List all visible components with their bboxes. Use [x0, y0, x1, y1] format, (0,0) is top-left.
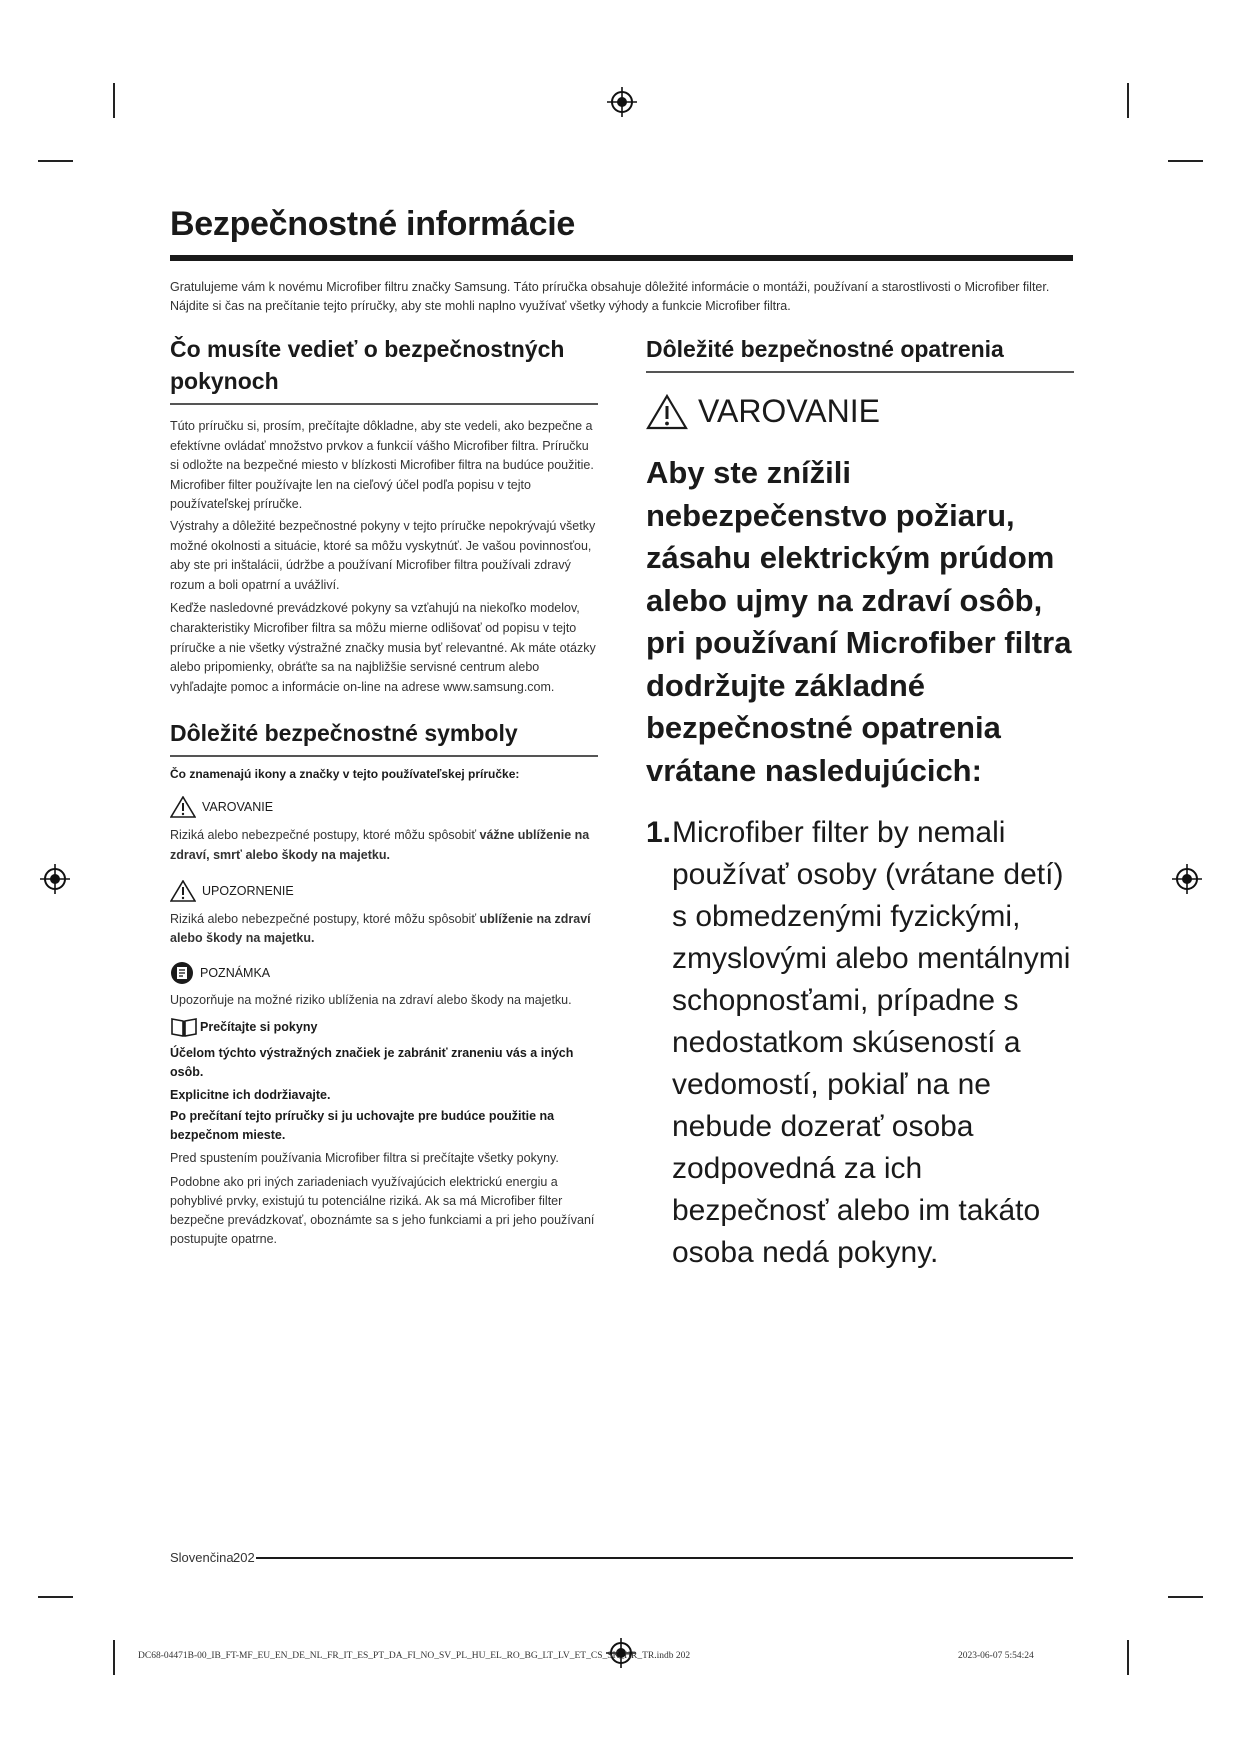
symbol-label: VAROVANIE — [202, 800, 274, 815]
bold-note: Explicitne ich dodržiavajte. — [170, 1088, 331, 1103]
title-divider — [170, 255, 1073, 261]
warning-lead: Aby ste znížili nebezpečenstvo požiaru, zásahu elektrickým prúdom alebo ujmy na zdraví osôb, pri používaní Microfiber filtra dodržujte základné bezpečnostné opatrenia vrátane nasledujúcich: — [646, 455, 1072, 788]
open-book-icon — [170, 1016, 198, 1038]
page-number: 202 — [233, 1550, 255, 1565]
warning-triangle-icon — [646, 394, 688, 430]
symbol-warning — [170, 796, 598, 818]
crop-mark — [113, 1640, 115, 1675]
paragraph: Túto príručku si, prosím, prečítajte dôkladne, aby ste vedeli, ako bezpečne a efektívne ovládať množstvo prvkov a funkcií vášho Microfiber filtra. Príručku si odložte na bezpečné miesto v blízkosti Microfiber filtra na budúce použitie. Microfiber filter používajte len na cieľový účel podľa popisu v tejto používateľskej príručke. — [170, 419, 594, 512]
footer-language: Slovenčina — [170, 1550, 234, 1565]
crop-mark — [1168, 160, 1203, 162]
section-divider — [170, 403, 598, 405]
section-divider — [646, 371, 1074, 373]
note-icon — [170, 961, 194, 985]
section-heading: Dôležité bezpečnostné opatrenia — [646, 336, 1004, 362]
symbol-description: Upozorňuje na možné riziko ublíženia na zdraví alebo škody na majetku. — [170, 992, 572, 1007]
bold-note: Účelom týchto výstražných značiek je zabrániť zraneniu vás a iných osôb. — [170, 1046, 574, 1080]
symbol-label: UPOZORNENIE — [202, 883, 294, 898]
crop-mark — [1168, 1596, 1203, 1598]
left-column — [170, 333, 598, 1249]
crop-mark — [113, 83, 115, 118]
registration-mark-icon — [40, 864, 70, 894]
symbols-subheading: Čo znamenajú ikony a značky v tejto používateľskej príručke: — [170, 767, 520, 782]
description-bold: vážne ublíženie na zdraví, smrť alebo škody na majetku. — [170, 828, 590, 862]
symbol-label: POZNÁMKA — [200, 965, 271, 980]
warning-triangle-icon — [170, 796, 196, 818]
list-item — [646, 812, 1074, 1274]
right-column — [646, 333, 1074, 1274]
section-heading: Dôležité bezpečnostné symboly — [170, 720, 518, 747]
symbol-note — [170, 961, 598, 985]
paragraph: Výstrahy a dôležité bezpečnostné pokyny v tejto príručke nepokrývajú všetky možné okolnosti a situácie, ktoré sa môžu vyskytnúť. Je vašou povinnosťou, aby ste pri inštalácii, údržbe a používaní Microfiber filtra používali zdravý rozum a boli opatrní a uvážliví. — [170, 518, 596, 592]
registration-mark-icon — [607, 87, 637, 117]
list-number: 1. — [646, 816, 672, 849]
description-bold: ublíženie na zdraví alebo škody na majetku. — [170, 911, 591, 946]
crop-mark — [38, 1596, 73, 1598]
paragraph: Keďže nasledovné prevádzkové pokyny sa vzťahujú na niekoľko modelov, charakteristiky Microfiber filtra sa môžu mierne odlišovať od popisu v tejto príručke a nie všetky výstražné značky musia byť relevantné. Ak máte otázky alebo pripomienky, obráťte sa na najbližšie servisné centrum alebo vyhľadajte pomoc a informácie on-line na adrese www.samsung.com. — [170, 601, 596, 694]
print-slug-left: DC68-04471B-00_IB_FT-MF_EU_EN_DE_NL_FR_IT_ES_PT_DA_FI_NO_SV_PL_HU_EL_RO_BG_LT_LV_ET_CS_SK_HR_TR.indb 202 — [138, 1651, 691, 1661]
crop-mark — [38, 160, 73, 162]
symbol-description — [170, 910, 598, 949]
bold-note: Po prečítaní tejto príručky si ju uchovajte pre budúce použitie na bezpečnom mieste. — [170, 1109, 555, 1143]
warning-heading — [646, 393, 1074, 430]
section-divider — [170, 755, 598, 757]
symbol-caution — [170, 880, 598, 902]
list-text: Microfiber filter by nemali používať osoby (vrátane detí) s obmedzenými fyzickými, zmyslovými alebo mentálnymi schopnosťami, prípadne s nedostatkom skúseností a vedomostí, pokiaľ na ne nebude dozerať osoba zodpovedná za ich bezpečnosť alebo im takáto osoba nedá pokyny. — [672, 816, 1071, 1269]
description-text: Riziká alebo nebezpečné postupy, ktoré môžu spôsobiť — [170, 911, 480, 926]
crop-mark — [1127, 1640, 1129, 1675]
caution-triangle-icon — [170, 880, 196, 902]
description-text: Riziká alebo nebezpečné postupy, ktoré môžu spôsobiť — [170, 828, 480, 843]
crop-mark — [1127, 83, 1129, 118]
paragraph: Pred spustením používania Microfiber filtra si prečítajte všetky pokyny. — [170, 1151, 559, 1166]
registration-mark-icon — [1172, 864, 1202, 894]
intro-paragraph: Gratulujeme vám k novému Microfiber filtru značky Samsung. Táto príručka obsahuje dôležité informácie o montáži, používaní a starostlivosti o Microfiber filter. Nájdite si čas na prečítanie tejto príručky, aby ste mohli naplno využívať všetky výhody a funkcie Microfiber filtra. — [170, 280, 1050, 313]
section-heading: Čo musíte vedieť o bezpečnostných pokynoch — [170, 336, 565, 394]
symbol-description — [170, 826, 598, 865]
page-title: Bezpečnostné informácie — [170, 205, 575, 243]
symbol-label: Prečítajte si pokyny — [200, 1020, 318, 1035]
paragraph: Podobne ako pri iných zariadeniach využívajúcich elektrickú energiu a pohyblivé prvky, existujú tu potenciálne riziká. Ak sa má Microfiber filter bezpečne prevádzkovať, oboznámte sa s jeho funkciami a pri jeho používaní postupujte opatrne. — [170, 1174, 595, 1246]
warning-label: VAROVANIE — [698, 393, 880, 429]
print-slug-right: 2023-06-07 5:54:24 — [958, 1651, 1034, 1661]
symbol-read-instructions — [170, 1016, 598, 1038]
footer-divider — [256, 1557, 1073, 1559]
